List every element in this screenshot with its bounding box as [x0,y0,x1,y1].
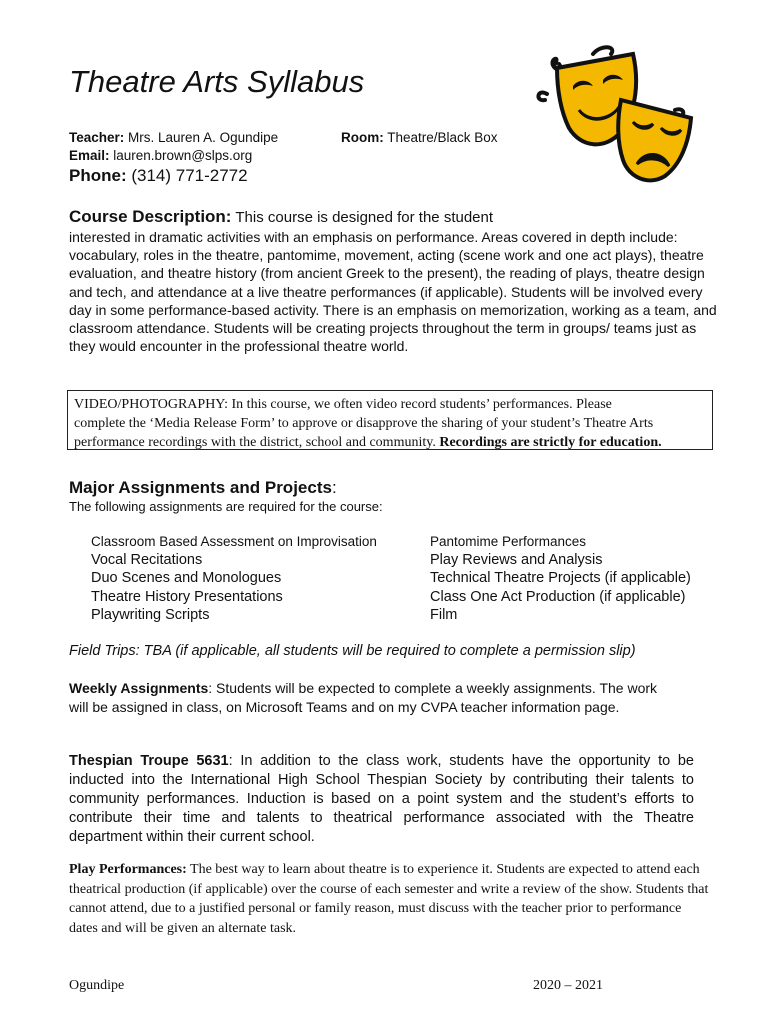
notice-line: complete the ‘Media Release Form’ to approve or disapprove the sharing of your student’s Theatre Arts [74,416,654,431]
course-description-heading [69,207,493,227]
teacher-label: Teacher: [69,130,125,145]
list-item: Theatre History Presentations [91,588,283,605]
email-line [69,148,252,163]
assignments-intro: The following assignments are required for the course: [69,499,383,514]
play-performances-label: Play Performances: [69,862,187,877]
footer-author: Ogundipe [69,978,125,993]
weekly-assignments-text: : Students will be expected to complete a weekly assignments. The work will be assigned in class, on Microsoft Teams and on my CVPA teacher information page. [69,680,658,715]
room-value: Theatre/Black Box [383,130,498,145]
list-item: Vocal Recitations [91,552,203,569]
play-performances-paragraph [69,860,709,938]
email-label: Email: [69,148,110,163]
teacher-line [69,130,278,145]
course-description-body: interested in dramatic activities with an emphasis on performance. Areas covered in depth include: vocabulary, roles in the theatre, pantomime, movement, acting (scene work and one act plays), theatre evaluation, and theatre history (from ancient Greek to the present), the reading of plays, theatre design and tech, and attendance at a live theatre performances (if applicable). Students will be involved every day in some performance-based activity. There is an emphasis on memorization, working as a team, and classroom attendance. Students will be creating projects throughout the term in groups/ teams just as they would encounter in the professional theatre world. [69,229,717,355]
footer-year: 2020 – 2021 [533,978,603,993]
field-trips-note: Field Trips: TBA (if applicable, all students will be required to complete a permission slip) [69,643,636,659]
course-description-label: Course Description: [69,207,232,226]
list-item: Pantomime Performances [430,534,587,549]
assignments-heading-text: Major Assignments and Projects [69,478,332,497]
teacher-name: Mrs. Lauren A. Ogundipe [124,130,279,145]
list-item: Technical Theatre Projects (if applicable) [430,570,691,587]
phone-line [69,166,248,186]
email-address: lauren.brown@slps.org [109,148,253,163]
weekly-assignments-label: Weekly Assignments [69,680,209,696]
thespian-troupe-paragraph [69,752,694,847]
theatre-masks-icon [525,40,705,190]
list-item: Film [430,606,458,623]
assignments-left-list [91,533,377,624]
list-item: Play Reviews and Analysis [430,552,603,569]
notice-line: VIDEO/PHOTOGRAPHY: In this course, we often video record students’ performances. Please [74,397,612,412]
room-label: Room: [341,130,384,145]
phone-number: (314) 771-2772 [126,166,248,185]
list-item: Classroom Based Assessment on Improvisation [91,534,377,549]
list-item: Class One Act Production (if applicable) [430,588,686,605]
assignments-heading-colon: : [331,478,337,497]
page-title: Theatre Arts Syllabus [69,64,365,99]
thespian-troupe-label: Thespian Troupe 5631 [69,753,229,769]
room-line [341,130,498,145]
notice-line [74,433,706,450]
tragedy-mask-icon [618,100,691,180]
play-performances-text: The best way to learn about theatre is to experience it. Students are expected to attend each theatrical production (if applicable) over the course of each semester and write a review of the show. Students that cannot attend, due to a justified personal or family reason, must discuss with the teacher prior to performance dates and will be given an alternate task. [69,862,709,936]
assignments-heading [69,478,337,498]
thespian-troupe-text: : In addition to the class work, students have the opportunity to be inducted into the International High School Thespian Society by contributing their talents to community performances. Induction is based on a point system and the student’s efforts to contribute their time and talents to theatrical performance associated with the Theatre department within their current school. [69,753,694,845]
list-item: Duo Scenes and Monologues [91,570,282,587]
assignments-right-list [430,533,691,624]
phone-label: Phone: [69,166,127,185]
course-description-first-line: This course is designed for the student [231,209,494,226]
notice-plain-text: performance recordings with the district, school and community. [74,435,440,450]
video-photography-notice [67,390,713,450]
weekly-assignments-paragraph [69,679,669,717]
notice-bold-text: Recordings are strictly for education. [439,435,662,450]
list-item: Playwriting Scripts [91,606,210,623]
